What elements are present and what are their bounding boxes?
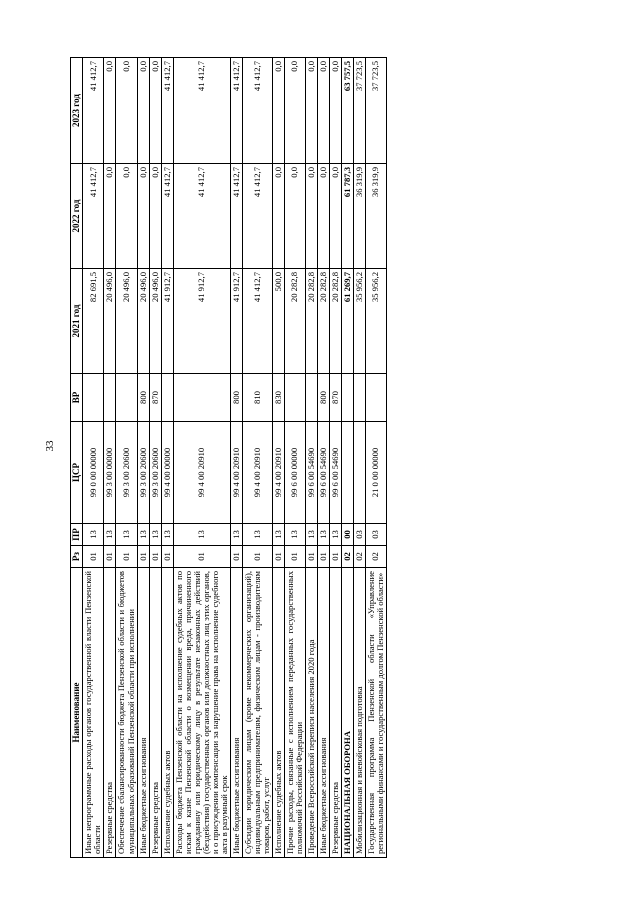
table-row xyxy=(329,58,341,858)
cell-y2022: 0,0 xyxy=(137,164,149,269)
cell-y2023: 0,0 xyxy=(116,58,137,164)
cell-y2021: 61 269,7 xyxy=(341,269,353,374)
cell-rz: 01 xyxy=(272,546,284,568)
cell-csr: 99 6 00 54690 xyxy=(317,422,329,524)
cell-y2021: 20 496,0 xyxy=(149,269,161,374)
cell-y2023: 41 412,7 xyxy=(83,58,104,164)
cell-y2022: 36 319,9 xyxy=(353,164,365,269)
cell-name: НАЦИОНАЛЬНАЯ ОБОРОНА xyxy=(341,568,353,858)
cell-rz: 02 xyxy=(365,546,386,568)
cell-rz: 01 xyxy=(173,546,230,568)
cell-name: Резервные средства xyxy=(149,568,161,858)
table-row xyxy=(116,58,137,858)
cell-csr: 99 3 00 20600 xyxy=(137,422,149,524)
cell-csr: 99 3 00 20600 xyxy=(116,422,137,524)
cell-name: Иные непрограммные расходы органов государственной власти Пензенской области xyxy=(83,568,104,858)
table-row xyxy=(341,58,353,858)
header-pr: ПР xyxy=(71,524,83,546)
cell-y2021: 41 912,7 xyxy=(230,269,242,374)
cell-y2021: 20 282,8 xyxy=(284,269,305,374)
cell-pr: 13 xyxy=(329,524,341,546)
cell-csr xyxy=(353,422,365,524)
table-row xyxy=(161,58,173,858)
cell-y2022: 41 412,7 xyxy=(83,164,104,269)
cell-pr: 13 xyxy=(317,524,329,546)
cell-pr: 13 xyxy=(104,524,116,546)
cell-y2023: 41 412,7 xyxy=(161,58,173,164)
cell-y2022: 41 412,7 xyxy=(161,164,173,269)
cell-y2021: 20 282,8 xyxy=(329,269,341,374)
cell-csr: 99 4 00 20910 xyxy=(272,422,284,524)
cell-y2021: 35 956,2 xyxy=(365,269,386,374)
table-row xyxy=(272,58,284,858)
cell-vr xyxy=(341,374,353,422)
cell-vr: 800 xyxy=(317,374,329,422)
cell-name: Иные бюджетные ассигнования xyxy=(317,568,329,858)
rotated-table-wrapper xyxy=(70,58,387,858)
cell-vr: 800 xyxy=(137,374,149,422)
cell-pr: 13 xyxy=(272,524,284,546)
cell-name: Исполнение судебных актов xyxy=(161,568,173,858)
header-name: Наименование xyxy=(71,568,83,858)
cell-y2023: 37 723,5 xyxy=(353,58,365,164)
cell-name: Иные бюджетные ассигнования xyxy=(137,568,149,858)
table-row xyxy=(305,58,317,858)
cell-y2022: 0,0 xyxy=(329,164,341,269)
cell-pr: 03 xyxy=(365,524,386,546)
cell-csr: 99 6 00 54690 xyxy=(329,422,341,524)
header-2023: 2023 год xyxy=(71,58,83,164)
cell-y2022: 0,0 xyxy=(116,164,137,269)
budget-table xyxy=(70,57,387,858)
cell-y2021: 35 956,2 xyxy=(353,269,365,374)
table-header-row xyxy=(71,58,83,858)
cell-y2021: 82 691,5 xyxy=(83,269,104,374)
cell-rz: 02 xyxy=(341,546,353,568)
cell-vr: 830 xyxy=(272,374,284,422)
cell-pr: 13 xyxy=(161,524,173,546)
cell-vr xyxy=(353,374,365,422)
cell-y2022: 0,0 xyxy=(272,164,284,269)
cell-y2021: 20 282,8 xyxy=(305,269,317,374)
cell-name: Государственная программа Пензенской области «Управление региональными финансами и государственным долгом Пензенской области» xyxy=(365,568,386,858)
cell-vr xyxy=(116,374,137,422)
cell-y2022: 0,0 xyxy=(305,164,317,269)
cell-y2023: 63 757,5 xyxy=(341,58,353,164)
cell-y2021: 41 912,7 xyxy=(161,269,173,374)
cell-rz: 01 xyxy=(83,546,104,568)
cell-pr: 13 xyxy=(305,524,317,546)
cell-vr xyxy=(365,374,386,422)
cell-rz: 01 xyxy=(137,546,149,568)
header-csr: ЦСР xyxy=(71,422,83,524)
cell-csr xyxy=(341,422,353,524)
cell-rz: 01 xyxy=(317,546,329,568)
cell-vr: 870 xyxy=(149,374,161,422)
cell-csr: 99 6 00 54690 xyxy=(305,422,317,524)
cell-y2023: 0,0 xyxy=(317,58,329,164)
cell-y2022: 36 319,9 xyxy=(365,164,386,269)
cell-y2021: 20 496,0 xyxy=(104,269,116,374)
cell-vr xyxy=(104,374,116,422)
cell-y2021: 20 282,8 xyxy=(317,269,329,374)
table-row xyxy=(242,58,272,858)
cell-y2022: 41 412,7 xyxy=(173,164,230,269)
cell-csr: 99 4 00 00000 xyxy=(161,422,173,524)
cell-y2023: 0,0 xyxy=(149,58,161,164)
cell-pr: 13 xyxy=(242,524,272,546)
cell-rz: 01 xyxy=(242,546,272,568)
cell-name: Обеспечение сбалансированности бюджета Пензенской области и бюджетов муниципальных образований Пензенской области при исполнении xyxy=(116,568,137,858)
cell-y2021: 20 496,0 xyxy=(116,269,137,374)
cell-y2023: 37 723,5 xyxy=(365,58,386,164)
table-row xyxy=(317,58,329,858)
cell-y2023: 0,0 xyxy=(104,58,116,164)
cell-name: Резервные средства xyxy=(104,568,116,858)
cell-csr: 99 4 00 20910 xyxy=(242,422,272,524)
header-vr: ВР xyxy=(71,374,83,422)
table-row xyxy=(365,58,386,858)
header-rz: Рз xyxy=(71,546,83,568)
cell-vr xyxy=(161,374,173,422)
cell-pr: 03 xyxy=(353,524,365,546)
cell-y2022: 0,0 xyxy=(149,164,161,269)
cell-pr: 13 xyxy=(173,524,230,546)
cell-csr: 99 4 00 20910 xyxy=(230,422,242,524)
cell-y2022: 0,0 xyxy=(104,164,116,269)
cell-csr: 99 6 00 00000 xyxy=(284,422,305,524)
cell-y2022: 41 412,7 xyxy=(242,164,272,269)
cell-name: Мобилизационная и вневойсковая подготовка xyxy=(353,568,365,858)
cell-y2023: 0,0 xyxy=(137,58,149,164)
cell-rz: 01 xyxy=(149,546,161,568)
header-2021: 2021 год xyxy=(71,269,83,374)
cell-csr: 99 3 00 00000 xyxy=(104,422,116,524)
cell-y2023: 0,0 xyxy=(305,58,317,164)
cell-name: Резервные средства xyxy=(329,568,341,858)
cell-pr: 00 xyxy=(341,524,353,546)
cell-pr: 13 xyxy=(149,524,161,546)
cell-csr: 99 3 00 20600 xyxy=(149,422,161,524)
table-row xyxy=(173,58,230,858)
cell-csr: 99 4 00 20910 xyxy=(173,422,230,524)
cell-y2022: 0,0 xyxy=(284,164,305,269)
cell-y2023: 41 412,7 xyxy=(242,58,272,164)
cell-name: Субсидии юридическим лицам (кроме некоммерческих организаций), индивидуальным предпринимателям, физическим лицам - производителям товаров, работ, услуг xyxy=(242,568,272,858)
cell-name: Расходы бюджета Пензенской области на исполнение судебных актов по искам к казне Пензенской области о возмещении вреда, причиненного гражданину или юридическому лицу в результате незаконных действий (бездействия) государственных органов или должностных лиц этих органов, и о присуждении компенсации за нарушение права на исполнение судебного акта в разумный срок xyxy=(173,568,230,858)
table-row xyxy=(230,58,242,858)
cell-rz: 01 xyxy=(230,546,242,568)
cell-vr: 810 xyxy=(242,374,272,422)
cell-vr xyxy=(284,374,305,422)
cell-csr: 99 0 00 00000 xyxy=(83,422,104,524)
cell-rz: 01 xyxy=(104,546,116,568)
cell-name: Проведение Всероссийской переписи населения 2020 года xyxy=(305,568,317,858)
cell-name: Прочие расходы, связанные с исполнением переданных государственных полномочий Российской Федерации xyxy=(284,568,305,858)
cell-y2021: 500,0 xyxy=(272,269,284,374)
cell-pr: 13 xyxy=(284,524,305,546)
cell-name: Исполнение судебных актов xyxy=(272,568,284,858)
cell-pr: 13 xyxy=(83,524,104,546)
cell-y2022: 41 412,7 xyxy=(230,164,242,269)
cell-pr: 13 xyxy=(116,524,137,546)
table-row xyxy=(284,58,305,858)
cell-name: Иные бюджетные ассигнования xyxy=(230,568,242,858)
cell-rz: 01 xyxy=(284,546,305,568)
cell-y2023: 41 412,7 xyxy=(230,58,242,164)
table-row xyxy=(353,58,365,858)
cell-rz: 02 xyxy=(353,546,365,568)
cell-rz: 01 xyxy=(305,546,317,568)
table-row xyxy=(83,58,104,858)
table-row xyxy=(149,58,161,858)
cell-pr: 13 xyxy=(137,524,149,546)
cell-vr: 800 xyxy=(230,374,242,422)
cell-pr: 13 xyxy=(230,524,242,546)
page-number: 33 xyxy=(44,440,56,452)
cell-rz: 01 xyxy=(161,546,173,568)
cell-vr xyxy=(305,374,317,422)
cell-y2023: 41 412,7 xyxy=(173,58,230,164)
cell-rz: 01 xyxy=(329,546,341,568)
cell-y2021: 41 412,7 xyxy=(242,269,272,374)
cell-y2023: 0,0 xyxy=(272,58,284,164)
table-row xyxy=(104,58,116,858)
cell-y2021: 20 496,0 xyxy=(137,269,149,374)
header-2022: 2022 год xyxy=(71,164,83,269)
cell-y2021: 41 912,7 xyxy=(173,269,230,374)
cell-vr xyxy=(173,374,230,422)
cell-y2022: 0,0 xyxy=(317,164,329,269)
cell-y2023: 0,0 xyxy=(284,58,305,164)
table-row xyxy=(137,58,149,858)
cell-y2023: 0,0 xyxy=(329,58,341,164)
cell-vr xyxy=(83,374,104,422)
cell-csr: 21 0 00 00000 xyxy=(365,422,386,524)
cell-rz: 01 xyxy=(116,546,137,568)
table-body xyxy=(83,58,386,858)
cell-y2022: 61 787,3 xyxy=(341,164,353,269)
cell-vr: 870 xyxy=(329,374,341,422)
